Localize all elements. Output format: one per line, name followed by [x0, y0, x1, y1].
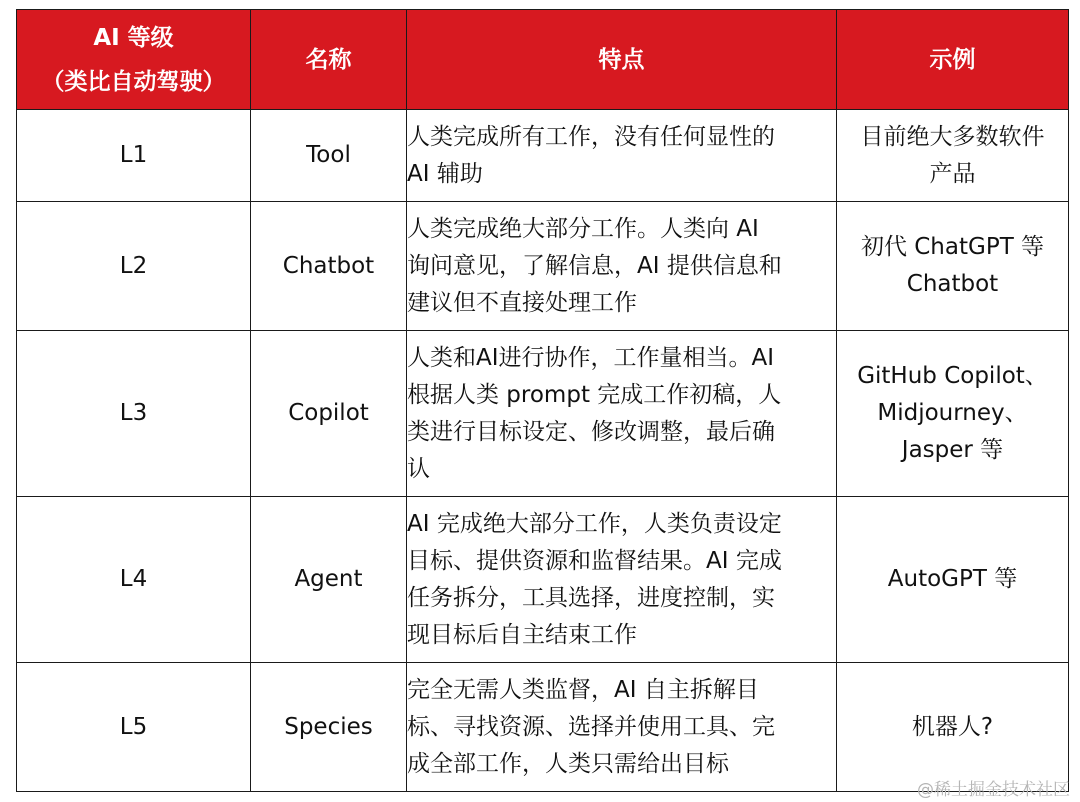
header-level-line1: AI 等级 [93, 24, 174, 51]
features-line: 现目标后自主结束工作 [407, 621, 637, 648]
features-line: AI 辅助 [407, 160, 483, 187]
header-name: 名称 [251, 10, 407, 110]
name-cell: Species [251, 663, 407, 792]
examples-line: Chatbot [906, 271, 999, 297]
name-cell: Copilot [251, 331, 407, 497]
features-line: 标、寻找资源、选择并使用工具、完 [407, 713, 775, 740]
level-cell: L4 [17, 497, 251, 663]
header-level-line2: （类比自动驾驶） [41, 68, 226, 95]
features-line: 询问意见，了解信息，AI 提供信息和 [407, 252, 782, 279]
features-line: 人类和AI进行协作，工作量相当。AI [407, 344, 775, 371]
table-row [17, 331, 1069, 497]
examples-line: 目前绝大多数软件 [860, 123, 1045, 150]
examples-cell [837, 202, 1069, 331]
examples-cell [837, 110, 1069, 202]
name-cell: Tool [251, 110, 407, 202]
examples-line: Jasper 等 [901, 437, 1004, 463]
features-line: AI 完成绝大部分工作，人类负责设定 [407, 510, 782, 537]
features-cell [407, 497, 837, 663]
watermark: @稀土掘金技术社区 [917, 780, 1070, 800]
examples-cell [837, 663, 1069, 792]
header-examples: 示例 [837, 10, 1069, 110]
features-line: 建议但不直接处理工作 [407, 289, 637, 316]
level-cell: L1 [17, 110, 251, 202]
examples-line: AutoGPT 等 [887, 566, 1018, 592]
level-cell: L5 [17, 663, 251, 792]
table-row [17, 497, 1069, 663]
examples-line: 机器人? [911, 713, 994, 740]
header-features: 特点 [407, 10, 837, 110]
features-cell [407, 331, 837, 497]
level-cell: L2 [17, 202, 251, 331]
header-level [17, 10, 251, 110]
examples-line: Midjourney、 [877, 400, 1028, 426]
name-cell: Agent [251, 497, 407, 663]
features-line: 成全部工作，人类只需给出目标 [407, 750, 729, 777]
ai-levels-table [16, 9, 1069, 792]
features-line: 人类完成所有工作，没有任何显性的 [407, 123, 775, 150]
table-row [17, 202, 1069, 331]
features-line: 根据人类 prompt 完成工作初稿，人 [407, 381, 782, 408]
table-row [17, 663, 1069, 792]
features-line: 认 [407, 455, 430, 482]
level-cell: L3 [17, 331, 251, 497]
examples-line: 初代 ChatGPT 等 [860, 234, 1045, 260]
features-cell [407, 202, 837, 331]
name-cell: Chatbot [251, 202, 407, 331]
examples-cell [837, 331, 1069, 497]
features-line: 类进行目标设定、修改调整，最后确 [407, 418, 775, 445]
features-line: 目标、提供资源和监督结果。AI 完成 [407, 547, 782, 574]
table-row [17, 110, 1069, 202]
examples-line: GitHub Copilot、 [857, 363, 1048, 389]
examples-line: 产品 [929, 160, 976, 187]
features-cell [407, 663, 837, 792]
header-row [17, 10, 1069, 110]
features-line: 完全无需人类监督，AI 自主拆解目 [407, 676, 759, 703]
examples-cell [837, 497, 1069, 663]
features-line: 任务拆分，工具选择，进度控制，实 [407, 584, 775, 611]
features-cell [407, 110, 837, 202]
features-line: 人类完成绝大部分工作。人类向 AI [407, 215, 759, 242]
